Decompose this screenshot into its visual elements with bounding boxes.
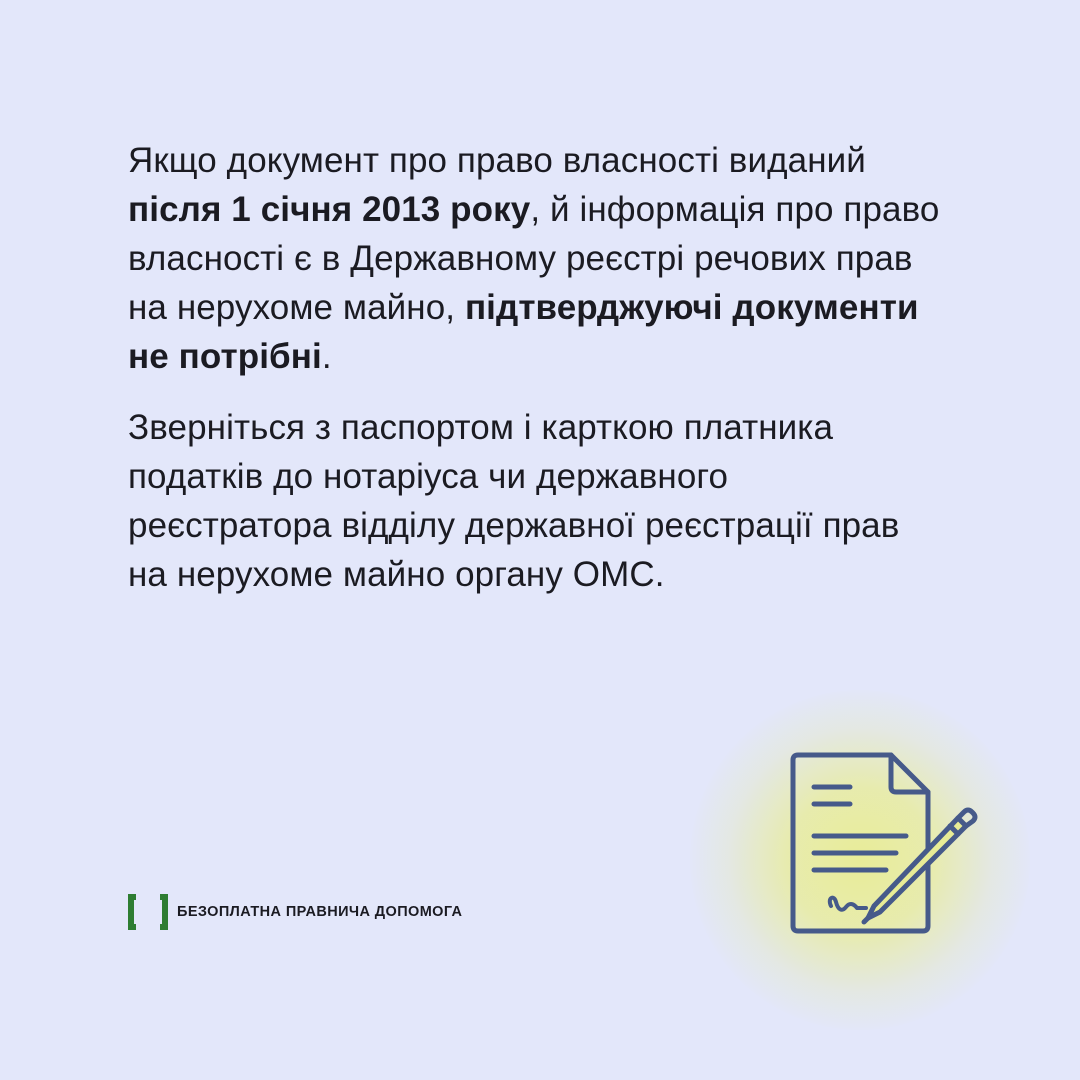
text-fragment: на нерухоме майно, — [128, 288, 465, 327]
document-signing-illustration — [690, 690, 1030, 1030]
text-line — [128, 283, 988, 332]
paragraph-instructions — [128, 403, 988, 599]
text-fragment: , й інформація про право — [530, 190, 940, 229]
brand-name: БЕЗОПЛАТНА ПРАВНИЧА ДОПОМОГА — [177, 904, 463, 920]
text-line — [128, 185, 988, 234]
text-line: податків до нотаріуса чи державного — [128, 457, 729, 496]
right-bracket — [160, 894, 168, 930]
text-fragment: . — [321, 337, 332, 376]
brackets-logo-icon — [128, 894, 168, 930]
text-line — [128, 332, 988, 381]
text-line: реєстратора відділу державної реєстрації прав — [128, 506, 900, 545]
brand-logo — [128, 893, 462, 931]
highlight-date: після 1 січня 2013 року — [128, 190, 531, 229]
text-line: Зверніться з паспортом і карткою платника — [128, 408, 834, 447]
paragraph-ownership-info — [128, 136, 988, 381]
left-bracket — [128, 894, 136, 930]
document-signing-icon — [690, 690, 1030, 1030]
text-line: Якщо документ про право власності виданий — [128, 141, 866, 180]
highlight-documents: підтверджуючі документи — [464, 288, 919, 327]
highlight-not-needed: не потрібні — [128, 337, 322, 376]
text-line: власності є в Державному реєстрі речових прав — [128, 239, 913, 278]
text-line: на нерухоме майно органу ОМС. — [128, 555, 665, 594]
